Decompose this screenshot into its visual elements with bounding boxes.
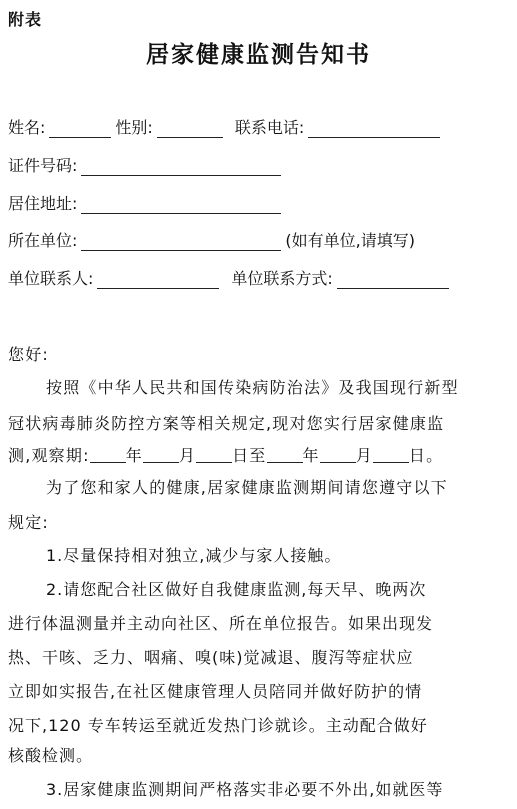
start-day-unit: 日至	[232, 446, 267, 465]
rule-item-2-line6: 核酸检测。	[8, 746, 94, 765]
form-row-employer-contact	[8, 263, 509, 289]
employer-contact-field[interactable]	[97, 270, 219, 289]
paragraph2-line2: 规定:	[8, 513, 49, 532]
form-row-address	[8, 188, 509, 214]
address-field[interactable]	[81, 195, 281, 214]
name-label: 姓名:	[8, 118, 46, 137]
gender-label: 性别:	[115, 118, 153, 137]
form-row-employer	[8, 225, 509, 251]
employer-contact-method-label: 单位联系方式:	[231, 269, 333, 288]
rule-item-3-line1: 3.居家健康监测期间严格落实非必要不外出,如就医等	[46, 780, 444, 799]
paragraph1-line1: 按照《中华人民共和国传染病防治法》及我国现行新型	[46, 378, 459, 397]
end-year-unit: 年	[302, 446, 320, 465]
name-field[interactable]	[49, 119, 111, 138]
form-row-id	[8, 150, 509, 176]
id-label: 证件号码:	[8, 156, 78, 175]
address-label: 居住地址:	[8, 194, 78, 213]
document-title: 居家健康监测告知书	[146, 41, 371, 68]
rule-item-2-line4: 立即如实报告,在社区健康管理人员陪同并做好防护的情	[8, 682, 423, 701]
end-month-field[interactable]	[320, 446, 356, 463]
employer-contact-label: 单位联系人:	[8, 269, 94, 288]
end-day-unit: 日。	[408, 446, 444, 465]
observation-period-label: 测,观察期:	[8, 446, 90, 465]
end-month-unit: 月	[355, 446, 373, 465]
employer-label: 所在单位:	[8, 231, 78, 250]
start-year-field[interactable]	[90, 446, 126, 463]
gender-field[interactable]	[157, 119, 223, 138]
start-day-field[interactable]	[196, 446, 232, 463]
rule-item-2-line1: 2.请您配合社区做好自我健康监测,每天早、晚两次	[46, 580, 427, 599]
paragraph1-line2: 冠状病毒肺炎防控方案等相关规定,现对您实行居家健康监	[8, 414, 445, 433]
form-row-name	[8, 112, 509, 138]
employer-field[interactable]	[81, 232, 281, 251]
rule-item-2-line2: 进行体温测量并主动向社区、所在单位报告。如果出现发	[8, 614, 434, 633]
appendix-label: 附表	[8, 10, 43, 29]
phone-label: 联系电话:	[234, 118, 305, 137]
start-month-unit: 月	[178, 446, 197, 465]
id-field[interactable]	[81, 157, 281, 176]
end-day-field[interactable]	[373, 446, 409, 463]
phone-field[interactable]	[308, 119, 440, 138]
rule-item-1: 1.尽量保持相对独立,减少与家人接触。	[46, 546, 342, 565]
rule-item-2-line3: 热、干咳、乏力、咽痛、嗅(味)觉减退、腹泻等症状应	[8, 648, 414, 667]
rule-item-2-line5: 况下,120 专车转运至就近发热门诊就诊。主动配合做好	[8, 716, 428, 735]
employer-contact-method-field[interactable]	[337, 270, 449, 289]
start-year-unit: 年	[125, 446, 143, 465]
start-month-field[interactable]	[143, 446, 179, 463]
greeting: 您好:	[8, 345, 49, 364]
paragraph2-line1: 为了您和家人的健康,居家健康监测期间请您遵守以下	[46, 478, 448, 497]
employer-hint: (如有单位,请填写)	[285, 231, 415, 250]
end-year-field[interactable]	[267, 446, 303, 463]
